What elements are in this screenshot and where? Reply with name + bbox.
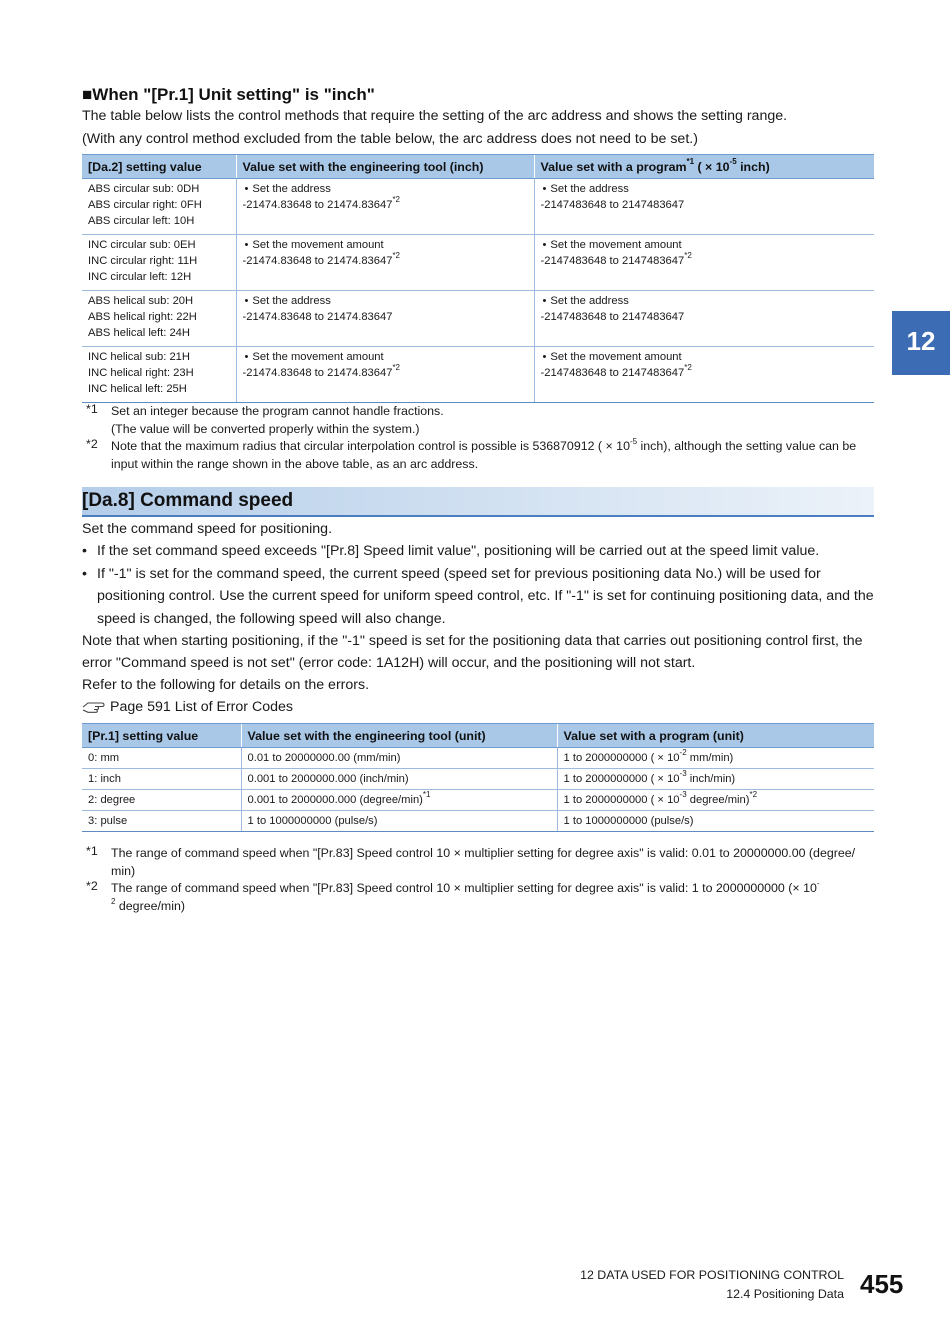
- setting-cell: 1: inch: [82, 769, 241, 790]
- table-row: [82, 790, 874, 811]
- table-row: [82, 347, 874, 403]
- arc-address-table: [82, 154, 874, 403]
- bullet-item: • If "-1" is set for the command speed, the current speed (speed set for previous positioning data No.) will be used for positioning control. Use the current speed for uniform speed control, etc. If "-1" is set for continuing positioning data, and the speed is changed, the following speed will also change.: [82, 563, 874, 631]
- footnote-mark: *1: [86, 402, 98, 416]
- footnote-mark: *1: [86, 844, 98, 858]
- intro-text-1: The table below lists the control methods that require the setting of the arc address and shows the setting range.: [82, 108, 788, 124]
- column-header: [Pr.1] setting value: [82, 724, 241, 748]
- command-speed-table: [82, 723, 874, 832]
- footnote-mark: *2: [86, 879, 98, 893]
- table-row: [82, 179, 874, 235]
- tool-range-cell: • Set the movement amount -21474.83648 to 21474.83647$^{*2}$: [236, 235, 534, 291]
- table-header-row: [82, 724, 874, 748]
- section-heading-inch: ■When "[Pr.1] Unit setting" is "inch": [82, 85, 375, 104]
- footer-section-title: 12.4 Positioning Data: [726, 1287, 844, 1301]
- chapter-tab[interactable]: 12: [892, 311, 950, 375]
- table-row: [82, 748, 874, 769]
- method-cell: ABS circular sub: 0DH ABS circular right: 0FH ABS circular left: 10H: [82, 179, 236, 235]
- program-range-cell: 1 to 2000000000 ( × $10^{-3}$ degree/min)$^{*2}$: [557, 790, 874, 811]
- table-row: [82, 769, 874, 790]
- body-paragraph: Refer to the following for details on the errors.: [82, 677, 370, 693]
- body-paragraph: Set the command speed for positioning.: [82, 521, 333, 537]
- table-row: [82, 811, 874, 832]
- bullet-icon: •: [82, 543, 87, 559]
- program-range-cell: • Set the address -2147483648 to 2147483647: [534, 179, 874, 235]
- method-cell: INC circular sub: 0EH INC circular right: 11H INC circular left: 12H: [82, 235, 236, 291]
- body-paragraph: Note that when starting positioning, if the "-1" speed is set for the positioning data that carries out positioning control first, the: [82, 633, 863, 649]
- table-row: [82, 235, 874, 291]
- column-header: Value set with the engineering tool (unit): [241, 724, 557, 748]
- column-header: [Da.2] setting value: [82, 155, 236, 179]
- program-range-cell: • Set the movement amount -2147483648 to 2147483647$^{*2}$: [534, 347, 874, 403]
- setting-cell: 0: mm: [82, 748, 241, 769]
- bullet-icon: •: [82, 566, 87, 582]
- speed-table-footnotes: [0, 844, 950, 916]
- table-row: [82, 291, 874, 347]
- column-header: Value set with the engineering tool (inch): [236, 155, 534, 179]
- method-cell: INC helical sub: 21H INC helical right: 23H INC helical left: 25H: [82, 347, 236, 403]
- footnote-text: Set an integer because the program cannot handle fractions. (The value will be converted properly within the system.): [111, 404, 444, 436]
- footnote-mark: *2: [86, 437, 98, 451]
- tool-range-cell: 0.01 to 20000000.00 (mm/min): [241, 748, 557, 769]
- footnote-text: The range of command speed when "[Pr.83] Speed control 10 × multiplier setting for degree axis" is valid: 1 to 2000000000 (× 10- $^2$ degree/min): [111, 878, 820, 913]
- pointing-hand-icon: [82, 698, 106, 716]
- program-range-cell: 1 to 2000000000 ( × $10^{-2}$ mm/min): [557, 748, 874, 769]
- setting-cell: 3: pulse: [82, 811, 241, 832]
- arc-table-footnotes: [0, 402, 950, 474]
- tool-range-cell: 1 to 1000000000 (pulse/s): [241, 811, 557, 832]
- column-header: Value set with a program$^{*1}$ ( × $10^{-5}$ inch): [534, 155, 874, 179]
- method-cell: ABS helical sub: 20H ABS helical right: 22H ABS helical left: 24H: [82, 291, 236, 347]
- section-title: [Da.8] Command speed: [82, 490, 294, 511]
- tool-range-cell: 0.001 to 2000000.000 (degree/min)$^{*1}$: [241, 790, 557, 811]
- tool-range-cell: • Set the address -21474.83648 to 21474.83647$^{*2}$: [236, 179, 534, 235]
- footnote-text: The range of command speed when "[Pr.83] Speed control 10 × multiplier setting for degree axis" is valid: 0.01 to 20000000.00 (degree/ min): [111, 846, 856, 878]
- program-range-cell: 1 to 2000000000 ( × $10^{-3}$ inch/min): [557, 769, 874, 790]
- tool-range-cell: • Set the address -21474.83648 to 21474.83647: [236, 291, 534, 347]
- tool-range-cell: 0.001 to 2000000.000 (inch/min): [241, 769, 557, 790]
- program-range-cell: • Set the address -2147483648 to 2147483647: [534, 291, 874, 347]
- setting-cell: 2: degree: [82, 790, 241, 811]
- program-range-cell: • Set the movement amount -2147483648 to 2147483647$^{*2}$: [534, 235, 874, 291]
- column-header: Value set with a program (unit): [557, 724, 874, 748]
- program-range-cell: 1 to 1000000000 (pulse/s): [557, 811, 874, 832]
- footer-chapter-title: 12 DATA USED FOR POSITIONING CONTROL: [580, 1268, 844, 1282]
- table-header-row: [82, 155, 874, 179]
- body-paragraph: error "Command speed is not set" (error code: 1A12H) will occur, and the positioning will not start.: [82, 655, 696, 671]
- tool-range-cell: • Set the movement amount -21474.83648 to 21474.83647$^{*2}$: [236, 347, 534, 403]
- page-number: 455: [860, 1269, 904, 1299]
- intro-text-2: (With any control method excluded from the table below, the arc address does not need to be set.): [82, 131, 698, 147]
- bullet-item: • If the set command speed exceeds "[Pr.8] Speed limit value", positioning will be carried out at the speed limit value.: [82, 540, 874, 564]
- cross-reference-link[interactable]: Page 591 List of Error Codes: [110, 699, 293, 715]
- footnote-text: Note that the maximum radius that circular interpolation control is possible is 536870912 ( × $10^{-5}$ inch), although the setting value can be input within the range shown in the above table, as an arc address.: [111, 436, 857, 471]
- section-banner: [82, 487, 874, 517]
